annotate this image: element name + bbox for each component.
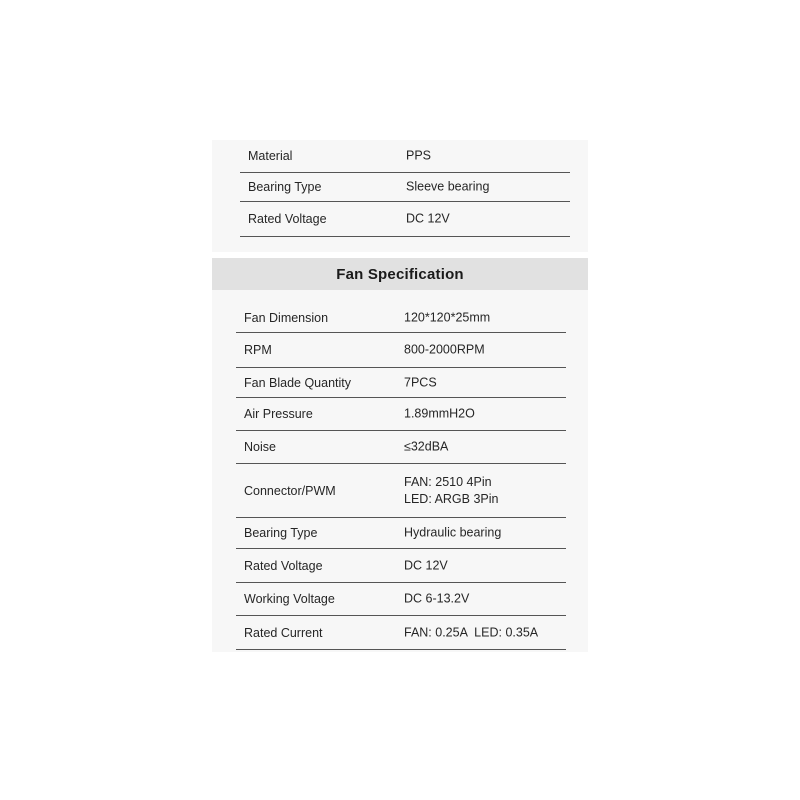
spec-label: Bearing Type [248,180,322,194]
spec-row-fan-dimension [236,303,566,333]
spec-label: Rated Voltage [248,212,327,226]
spec-value: 7PCS [404,375,437,389]
spec-value: DC 6-13.2V [404,591,470,606]
spec-label: Air Pressure [244,407,313,421]
spec-label: Fan Dimension [244,310,329,325]
spec-value: 1.89mmH2O [404,406,475,421]
spec-row-air-pressure [236,398,566,431]
spec-label: Rated Current [244,625,323,640]
spec-row-rated-voltage [236,549,566,583]
spec-row-working-voltage [236,583,566,616]
spec-value: 800-2000RPM [404,342,485,357]
spec-value-line: LED: ARGB 3Pin [404,491,499,506]
spec-label: Fan Blade Quantity [244,375,352,390]
spec-row-bearing-type [236,518,566,549]
spec-value-multiline [404,474,499,508]
spec-label: Working Voltage [244,592,335,606]
fan-specs-table [212,290,588,652]
spec-row-connector [236,464,566,518]
spec-value: ≤32dBA [404,439,449,454]
spec-label: Bearing Type [244,526,318,540]
spec-row-noise [236,431,566,464]
spec-row-rated-voltage [240,202,570,237]
fan-specification-header [212,258,588,290]
spec-label: Connector/PWM [244,483,336,498]
spec-label: Material [248,149,293,163]
spec-label: RPM [244,343,272,357]
spec-value: DC 12V [406,211,450,226]
spec-row-rated-current [236,616,566,650]
spec-value: FAN: 0.25A LED: 0.35A [404,625,539,639]
spec-label: Rated Voltage [244,558,323,573]
general-specs-table [212,140,588,252]
spec-value: Hydraulic bearing [404,525,502,540]
spec-row-rpm [236,333,566,368]
spec-value: PPS [406,148,432,163]
spec-row-material [240,140,570,173]
spec-value: 120*120*25mm [404,310,491,324]
spec-label: Noise [244,440,276,454]
spec-value: Sleeve bearing [406,179,490,194]
spec-row-bearing-type [240,173,570,202]
spec-value: DC 12V [404,558,448,572]
section-title: Fan Specification [336,265,464,283]
spec-value-line: FAN: 2510 4Pin [404,474,492,489]
spec-row-blade-quantity [236,368,566,398]
